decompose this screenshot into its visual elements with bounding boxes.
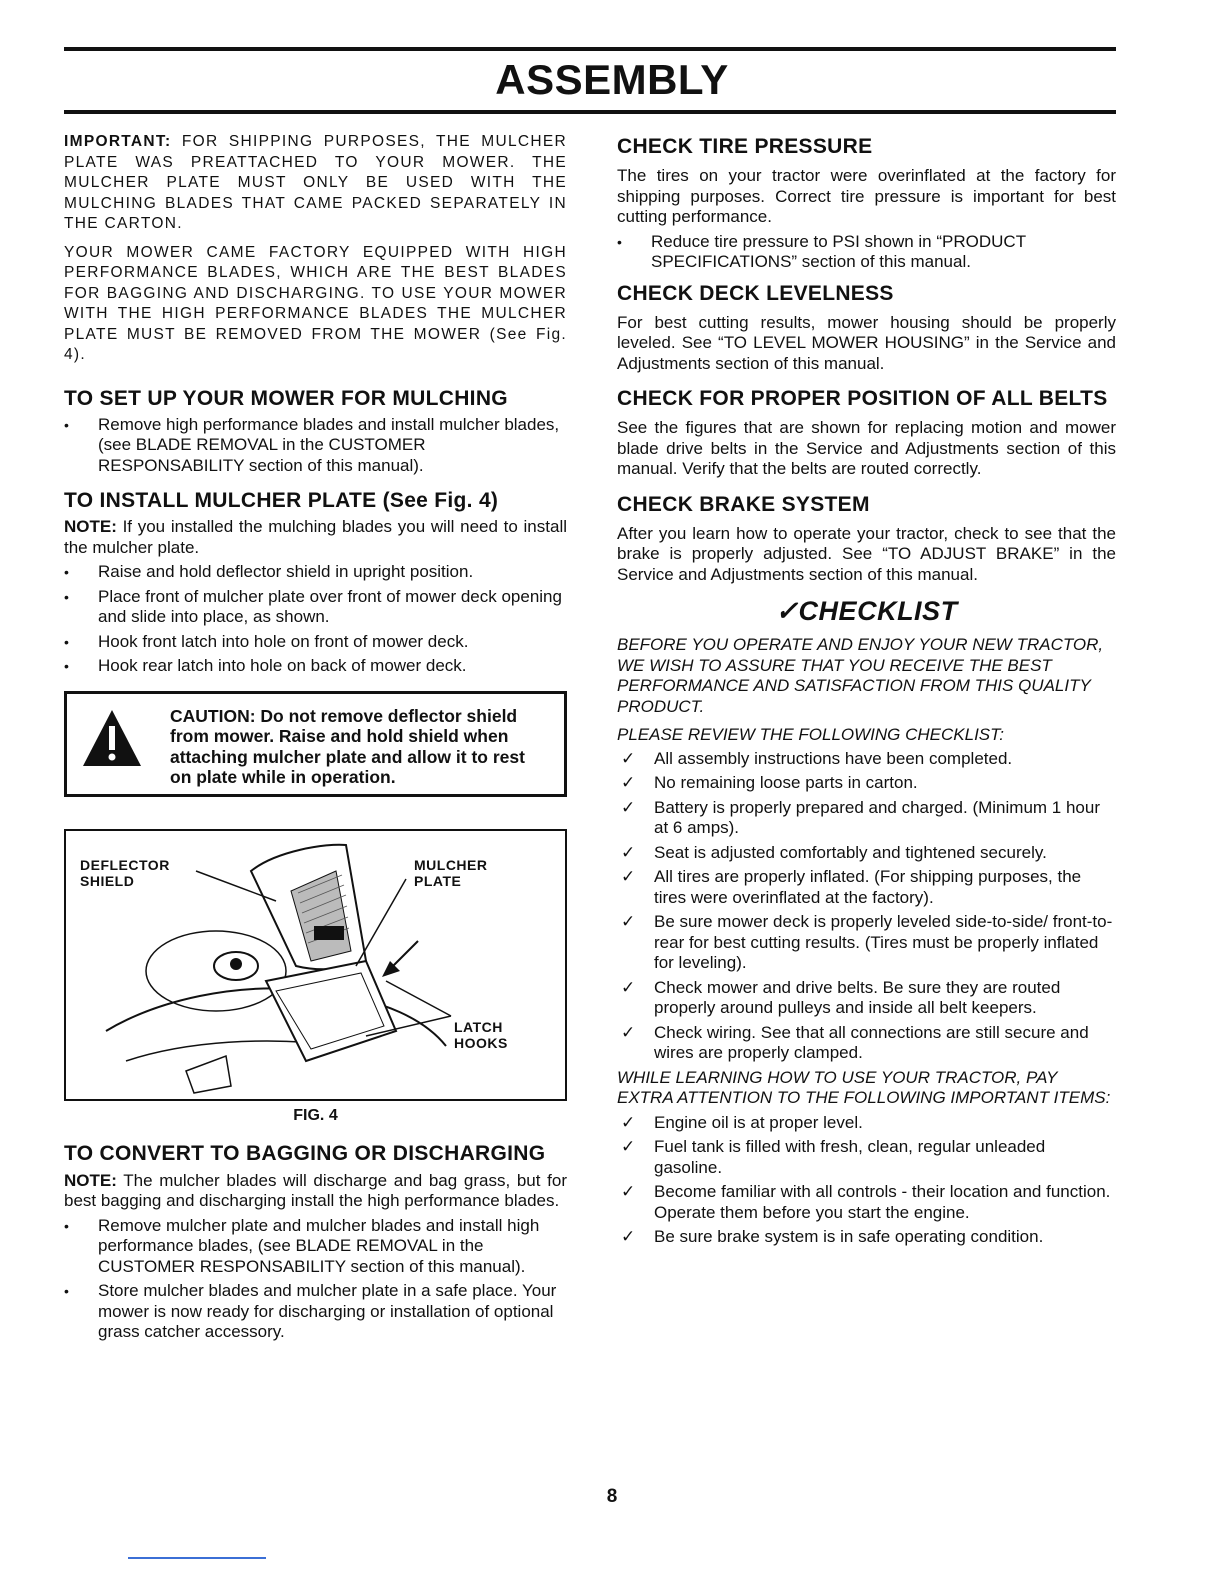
check-icon: ✓ [621, 1112, 636, 1132]
belts-text: See the figures that are shown for replacing motion and mower blade drive belts in the Service and Adjustments section of this manual. Verify that the belts are routed correctly. [617, 418, 1116, 478]
check-icon: ✓ [621, 1137, 636, 1156]
check-icon: ✓ [621, 748, 636, 768]
header-bottom-rule [64, 110, 1116, 114]
checklist-review: PLEASE REVIEW THE FOLLOWING CHECKLIST: [617, 725, 1004, 744]
checklist-item [617, 1182, 1116, 1223]
checklist-item [617, 843, 1116, 864]
checklist-item-text: Battery is properly prepared and charged. (Minimum 1 hour at 6 amps). [654, 797, 1100, 837]
checklist-intro: BEFORE YOU OPERATE AND ENJOY YOUR NEW TRACTOR, WE WISH TO ASSURE THAT YOU RECEIVE THE BEST PERFORMANCE AND SATISFACTION FROM THIS QUALITY PRODUCT. [617, 635, 1104, 716]
list-item: • Raise and hold deflector shield in upright position. [64, 562, 567, 583]
install-note-text: If you installed the mulching blades you will need to install the mulcher plate. [64, 517, 567, 557]
belts-heading: CHECK FOR PROPER POSITION OF ALL BELTS [617, 387, 1108, 410]
checklist-item-text: All assembly instructions have been completed. [654, 748, 1013, 768]
checklist [617, 749, 1116, 1064]
convert-note-label: NOTE: [64, 1170, 117, 1190]
convert-note [64, 1171, 567, 1212]
learning-intro: WHILE LEARNING HOW TO USE YOUR TRACTOR, PAY EXTRA ATTENTION TO THE FOLLOWING IMPORTANT ITEMS: [617, 1067, 1111, 1107]
list-item: • Hook front latch into hole on front of mower deck. [64, 632, 567, 653]
page-title: ASSEMBLY [495, 56, 729, 103]
list-item: • Reduce tire pressure to PSI shown in “PRODUCT SPECIFICATIONS” section of this manual. [617, 232, 1116, 273]
convert-heading: TO CONVERT TO BAGGING OR DISCHARGING [64, 1141, 546, 1165]
install-list [64, 562, 567, 677]
important-label: IMPORTANT: [64, 133, 172, 150]
install-heading: TO INSTALL MULCHER PLATE (See Fig. 4) [64, 489, 499, 512]
checklist-item-text: Engine oil is at proper level. [654, 1112, 863, 1132]
tire-heading: CHECK TIRE PRESSURE [617, 135, 873, 158]
brake-heading: CHECK BRAKE SYSTEM [617, 492, 870, 516]
list-item: • Store mulcher blades and mulcher plate in a safe place. Your mower is now ready for discharging or installation of optional grass catcher accessory. [64, 1281, 567, 1343]
warning-triangle-icon [81, 708, 143, 770]
figure-4 [64, 829, 567, 1101]
checklist-item [617, 1227, 1116, 1248]
checklist-item [617, 798, 1116, 839]
checklist-item-text: Be sure mower deck is properly leveled side-to-side/ front-to-rear for best cutting results. (Tires must be properly inflated for leveling). [654, 912, 1113, 972]
checklist-item [617, 749, 1116, 770]
left-column [64, 132, 567, 1347]
page-number: 8 [606, 1486, 618, 1507]
check-icon: ✓ [621, 797, 636, 817]
checklist-item-text: No remaining loose parts in carton. [654, 773, 918, 792]
checklist-item-text: Be sure brake system is in safe operating condition. [654, 1227, 1044, 1246]
deck-text: For best cutting results, mower housing should be properly leveled. See “TO LEVEL MOWER HOUSING” in the Service and Adjustments section of this manual. [617, 312, 1116, 373]
check-icon: ✓ [621, 1022, 636, 1042]
deck-heading: CHECK DECK LEVELNESS [617, 281, 894, 305]
important-paragraph [64, 132, 567, 235]
checklist-item [617, 867, 1116, 908]
checklist-item-text: Check mower and drive belts. Be sure they are routed properly around pulleys and inside all belt keepers. [654, 977, 1061, 1017]
checklist-item [617, 1113, 1116, 1134]
check-icon: ✓ [621, 1227, 636, 1246]
important-text: FOR SHIPPING PURPOSES, THE MULCHER PLATE WAS PREATTACHED TO YOUR MOWER. THE MULCHER PLATE MUST ONLY BE USED WITH THE MULCHING BLADES THAT CAME PACKED SEPARATELY IN THE CARTON. [64, 133, 567, 232]
mulching-heading: TO SET UP YOUR MOWER FOR MULCHING [64, 386, 508, 410]
footer-link-underline[interactable] [128, 1557, 266, 1559]
checklist-item [617, 1023, 1116, 1064]
deflector-shield-label: DEFLECTOR SHIELD [80, 856, 170, 889]
mulcher-plate-label: MULCHER PLATE [414, 856, 488, 889]
check-icon: ✓ [621, 867, 636, 886]
checklist-title: ✓CHECKLIST [775, 596, 958, 626]
checklist-item [617, 1137, 1116, 1178]
checklist-item-text: All tires are properly inflated. (For shipping purposes, the tires were overinflated at the factory). [654, 867, 1082, 907]
check-icon: ✓ [621, 773, 636, 792]
right-column [617, 132, 1116, 1252]
checklist-item-text: Check wiring. See that all connections are still secure and wires are properly clamped. [654, 1022, 1089, 1062]
install-note [64, 517, 567, 558]
list-item: • Remove mulcher plate and mulcher blades and install high performance blades, (see BLADE REMOVAL in the CUSTOMER RESPONSABILITY section of this manual). [64, 1216, 567, 1278]
brake-text: After you learn how to operate your tractor, check to see that the brake is properly adjusted. See “TO ADJUST BRAKE” in the Service and Adjustments section of this manual. [617, 523, 1116, 584]
learning-checklist [617, 1113, 1116, 1248]
checklist-item-text: Become familiar with all controls - their location and function. Operate them before you start the engine. [654, 1182, 1111, 1222]
list-item: • Remove high performance blades and install mulcher blades, (see BLADE REMOVAL in the CUSTOMER RESPONSABILITY section of this manual). [64, 415, 567, 477]
checklist-item [617, 773, 1116, 794]
convert-note-text: The mulcher blades will discharge and bag grass, but for best bagging and discharging install the high performance blades. [64, 1170, 567, 1210]
checklist-item-text: Fuel tank is filled with fresh, clean, regular unleaded gasoline. [654, 1137, 1046, 1177]
checklist-item [617, 912, 1116, 974]
latch-hooks-label: LATCH HOOKS [454, 1018, 508, 1051]
factory-paragraph: YOUR MOWER CAME FACTORY EQUIPPED WITH HIGH PERFORMANCE BLADES, WHICH ARE THE BEST BLADES FOR BAGGING AND DISCHARGING. TO USE YOUR MOWER WITH THE HIGH PERFORMANCE BLADES THE MULCHER PLATE MUST BE REMOVED FROM THE MOWER (See Fig. 4). [64, 243, 567, 363]
check-icon: ✓ [621, 977, 636, 997]
caution-text: CAUTION: Do not remove deflector shield from mower. Raise and hold shield when attaching mulcher plate and allow it to rest on plate while in operation. [170, 705, 525, 787]
check-icon: ✓ [621, 912, 636, 931]
checklist-item [617, 978, 1116, 1019]
list-item: • Hook rear latch into hole on back of mower deck. [64, 656, 567, 677]
figure-caption: FIG. 4 [293, 1106, 338, 1124]
checklist-item-text: Seat is adjusted comfortably and tightened securely. [654, 842, 1047, 862]
tire-list [617, 232, 1116, 273]
caution-box [64, 691, 567, 797]
check-icon: ✓ [621, 842, 636, 862]
tire-text: The tires on your tractor were overinflated at the factory for shipping purposes. Correct tire pressure is important for best cutting performance. [617, 166, 1116, 226]
header-top-rule [64, 47, 1116, 51]
convert-list [64, 1216, 567, 1343]
list-item: • Place front of mulcher plate over front of mower deck opening and slide into place, as shown. [64, 587, 567, 628]
mulching-list [64, 415, 567, 477]
install-note-label: NOTE: [64, 517, 117, 536]
check-icon: ✓ [621, 1182, 636, 1201]
